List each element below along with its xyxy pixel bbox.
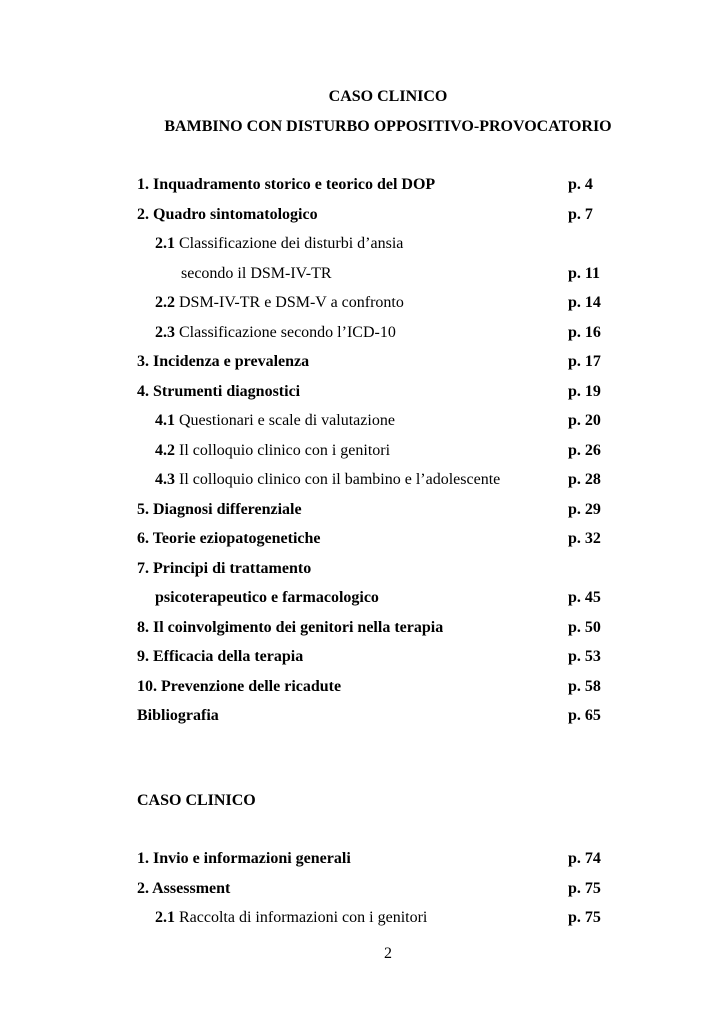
toc-entry-number: 7. [137, 559, 149, 577]
toc-entry-page: p. 74 [568, 850, 601, 867]
toc-entry-page: p. 58 [568, 677, 601, 695]
toc-entry-text: DSM-IV-TR e DSM-V a confronto [179, 294, 404, 311]
case-table-of-contents [137, 849, 617, 938]
toc-entry-label [137, 205, 318, 225]
toc-entry-number: 2. [137, 205, 149, 223]
toc-entry-text: Prevenzione delle ricadute [161, 677, 342, 695]
document-title: CASO CLINICO [328, 88, 448, 105]
toc-entry-text: Il coinvolgimento dei genitori nella terapia [153, 618, 444, 636]
toc-entry-page: p. 50 [568, 618, 601, 636]
toc-entry-number: 8. [137, 618, 149, 636]
toc-entry-number: 1. [137, 176, 149, 193]
toc-entry-label [155, 470, 500, 490]
toc-entry-text: secondo il DSM-IV-TR [181, 264, 332, 282]
toc-entry-label [155, 323, 396, 343]
toc-entry-text: Classificazione dei disturbi d’ansia [179, 235, 404, 252]
toc-entry-page: p. 28 [568, 471, 601, 488]
toc-entry-text: psicoterapeutico e farmacologico [155, 589, 379, 606]
toc-subentry [137, 293, 617, 323]
section-heading: CASO CLINICO [137, 792, 256, 809]
toc-entry-label [137, 879, 230, 899]
toc-entry-number: 2. [137, 879, 149, 897]
toc-entry-label [137, 175, 435, 195]
toc-entry-number: 5. [137, 500, 149, 518]
toc-entry-continuation [137, 588, 617, 618]
toc-entry-text: Questionari e scale di valutazione [179, 412, 395, 429]
toc-entry-text: Raccolta di informazioni con i genitori [179, 909, 428, 926]
toc-subentry [137, 323, 617, 353]
toc-subentry [137, 470, 617, 500]
toc-entry-label [137, 529, 321, 549]
toc-entry-page: p. 65 [568, 707, 601, 724]
toc-entry-page: p. 14 [568, 294, 601, 311]
toc-entry-page: p. 26 [568, 441, 601, 459]
toc-entry-text: Principi di trattamento [153, 559, 312, 577]
toc-entry-label [155, 908, 427, 928]
toc-entry [137, 500, 617, 530]
toc-entry-label [137, 559, 311, 579]
toc-subentry [137, 234, 617, 264]
toc-entry-page: p. 11 [568, 264, 601, 282]
toc-entry-text: Inquadramento storico e teorico del DOP [153, 176, 436, 193]
toc-entry-label [137, 849, 351, 869]
toc-entry-label [137, 618, 443, 638]
document-subtitle: BAMBINO CON DISTURBO OPPOSITIVO-PROVOCATORIO [164, 118, 612, 135]
page-number: 2 [384, 945, 392, 962]
toc-entry-page: p. 19 [568, 382, 601, 400]
toc-subentry [137, 411, 617, 441]
toc-entry-page: p. 4 [568, 176, 593, 193]
toc-entry-text: Incidenza e prevalenza [153, 353, 310, 370]
toc-entry-page: p. 17 [568, 353, 601, 370]
toc-subentry [137, 908, 617, 938]
toc-entry-number: 4.3 [155, 471, 175, 488]
toc-entry-label [137, 352, 309, 372]
toc-entry-number: 2.1 [155, 235, 175, 252]
toc-entry-page: p. 75 [568, 909, 601, 926]
toc-entry-label [155, 411, 395, 431]
toc-entry [137, 175, 617, 205]
toc-entry-page: p. 20 [568, 412, 601, 429]
toc-entry [137, 529, 617, 559]
toc-entry [137, 559, 617, 589]
toc-entry-label [137, 647, 303, 667]
toc-entry-label [155, 441, 390, 461]
toc-entry [137, 879, 617, 909]
toc-entry-text: Quadro sintomatologico [153, 205, 318, 223]
toc-entry-text: Invio e informazioni generali [153, 850, 351, 867]
toc-entry-text: Teorie eziopatogenetiche [152, 530, 321, 547]
toc-entry-number: 6. [137, 530, 149, 547]
toc-entry [137, 618, 617, 648]
toc-entry-page: p. 29 [568, 500, 601, 518]
table-of-contents [137, 175, 617, 736]
toc-entry-page: p. 45 [568, 589, 601, 606]
toc-entry-page: p. 16 [568, 323, 601, 341]
toc-entry-label [137, 677, 341, 697]
toc-subentry-continuation [137, 264, 617, 294]
toc-entry-label [137, 500, 302, 520]
toc-entry-page: p. 75 [568, 879, 601, 897]
toc-entry-number: 3. [137, 353, 149, 370]
toc-entry [137, 205, 617, 235]
toc-entry-number: 4.1 [155, 412, 175, 429]
toc-entry-text: Strumenti diagnostici [153, 382, 301, 400]
toc-entry-text: Il colloquio clinico con il bambino e l’adolescente [179, 471, 501, 488]
toc-entry-number: 2.2 [155, 294, 175, 311]
toc-entry-number: 2.1 [155, 909, 175, 926]
toc-entry-number: 4. [137, 382, 149, 400]
toc-entry-text: Diagnosi differenziale [153, 500, 302, 518]
toc-entry-number: 10. [137, 677, 157, 695]
toc-entry [137, 647, 617, 677]
toc-subentry [137, 441, 617, 471]
toc-entry-text: Bibliografia [137, 707, 219, 724]
toc-entry-text: Efficacia della terapia [153, 648, 304, 665]
toc-entry-number: 4.2 [155, 441, 175, 459]
toc-entry-label [137, 382, 300, 402]
toc-entry-label [155, 234, 403, 254]
toc-entry-text: Classificazione secondo l’ICD-10 [179, 323, 396, 341]
toc-entry-text: Il colloquio clinico con i genitori [179, 441, 391, 459]
toc-entry-label [155, 293, 404, 313]
toc-entry-text: Assessment [152, 879, 231, 897]
toc-entry-page: p. 32 [568, 530, 601, 547]
toc-entry-page: p. 7 [568, 205, 593, 223]
toc-entry-bibliography [137, 706, 617, 736]
toc-entry [137, 382, 617, 412]
toc-entry [137, 352, 617, 382]
toc-entry-number: 9. [137, 648, 149, 665]
toc-entry [137, 677, 617, 707]
toc-entry-number: 1. [137, 850, 149, 867]
toc-entry-number: 2.3 [155, 323, 175, 341]
toc-entry-page: p. 53 [568, 648, 601, 665]
toc-entry [137, 849, 617, 879]
